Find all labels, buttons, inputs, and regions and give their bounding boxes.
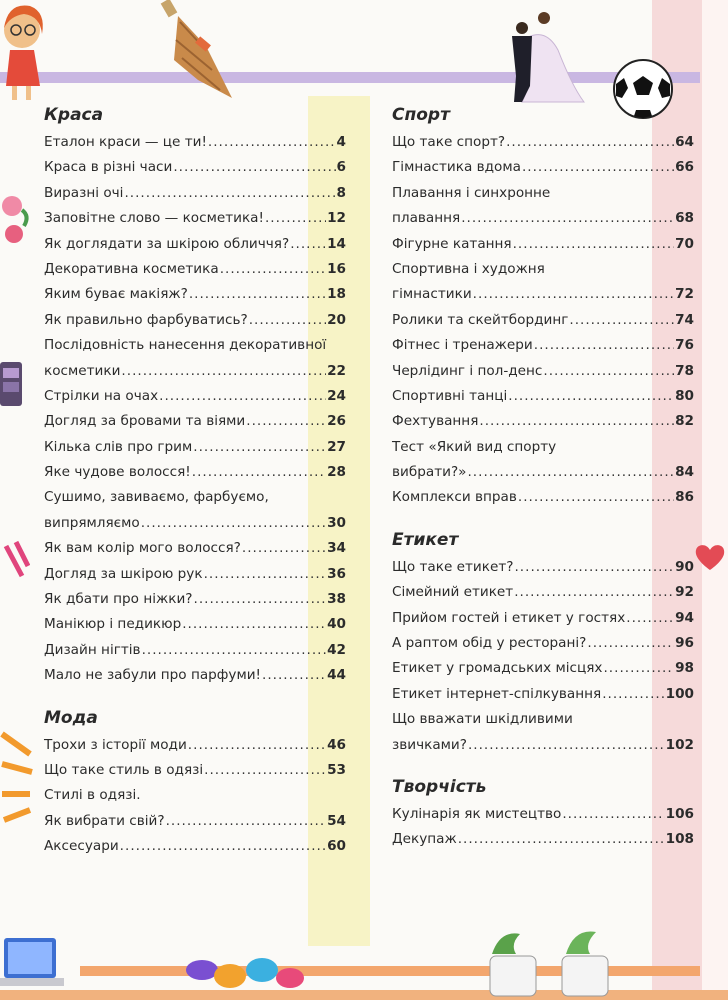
toc-entry[interactable] (392, 308, 694, 333)
entry-title: плавання (392, 210, 461, 227)
entry-title: Гімнастика вдома (392, 159, 521, 176)
toc-entry-line[interactable]: Стилі в одязі. (44, 787, 141, 804)
dot-leader (468, 733, 665, 758)
page-number: 27 (327, 438, 346, 455)
page-number: 44 (327, 667, 346, 684)
toc-entry[interactable] (392, 802, 694, 827)
toc-entry[interactable] (44, 758, 346, 783)
toc-entry[interactable] (44, 384, 346, 409)
entry-title: Як доглядати за шкірою обличчя? (44, 235, 290, 252)
toc-entry[interactable] (44, 257, 346, 282)
entry-title: Фітнес і тренажери (392, 337, 533, 354)
dot-leader (246, 409, 326, 434)
page-number: 30 (327, 514, 346, 531)
hearts-illustration (690, 540, 728, 600)
entry-title: Як вибрати свій? (44, 812, 165, 829)
section-gap (44, 689, 346, 703)
page-number: 46 (327, 736, 346, 753)
entry-title: Фехтування (392, 413, 479, 430)
dot-leader (192, 460, 326, 485)
toc-entry[interactable] (392, 206, 694, 231)
dot-leader (467, 460, 674, 485)
toc-entry[interactable] (44, 409, 346, 434)
balloon-animals-illustration (180, 940, 310, 1000)
dot-leader (188, 733, 326, 758)
toc-entry[interactable] (392, 409, 694, 434)
toc-entry[interactable] (392, 155, 694, 180)
entry-title: Як правильно фарбуватись? (44, 311, 248, 328)
page-number: 100 (665, 685, 694, 702)
page-number: 38 (327, 591, 346, 608)
entry-title: косметики (44, 362, 121, 379)
entry-title: Комплекси вправ (392, 489, 517, 506)
palette-illustration (0, 360, 24, 410)
dot-leader (124, 181, 335, 206)
entry-title: звичками? (392, 736, 467, 753)
toc-entry[interactable] (392, 384, 694, 409)
page-number: 60 (327, 838, 346, 855)
entry-title: Кілька слів про грим (44, 438, 193, 455)
page-number: 70 (675, 235, 694, 252)
dot-leader (543, 359, 674, 384)
page-number: 68 (675, 210, 694, 227)
toc-entry[interactable] (44, 809, 346, 834)
page-number: 102 (665, 736, 694, 753)
entry-title: Трохи з історії моди (44, 736, 187, 753)
toc-entry-line[interactable]: Плавання і синхронне (392, 184, 551, 201)
cat-flowerpots-illustration (470, 924, 620, 1000)
toc-entry[interactable] (44, 511, 346, 536)
toc-entry[interactable] (44, 308, 346, 333)
toc-entry[interactable] (44, 733, 346, 758)
toc-entry[interactable] (44, 663, 346, 688)
entry-title: Мало не забули про парфуми! (44, 667, 261, 684)
page-edge (702, 0, 728, 1000)
page-number: 6 (336, 159, 346, 176)
dot-leader (193, 435, 326, 460)
entry-title: Дизайн нігтів (44, 641, 141, 658)
toc-entry[interactable] (392, 555, 694, 580)
page-number: 64 (675, 134, 694, 150)
laptop-illustration (0, 930, 70, 990)
entry-title: Яке чудове волосся! (44, 464, 191, 481)
toc-entry[interactable] (44, 435, 346, 460)
dot-leader (479, 409, 674, 434)
page-number: 90 (675, 558, 694, 575)
page-number: 84 (675, 464, 694, 481)
dot-leader (461, 206, 674, 231)
dot-leader (602, 682, 664, 707)
page-number: 14 (327, 235, 346, 252)
toc-entry-line[interactable]: Спортивна і художня (392, 260, 545, 277)
entry-title: Фігурне катання (392, 235, 512, 252)
lilac-band (0, 72, 700, 83)
toc-entry[interactable] (392, 333, 694, 358)
page-number: 108 (665, 831, 694, 848)
entry-title: Стрілки на очах (44, 387, 159, 404)
dot-leader (473, 282, 674, 307)
toc-entry[interactable] (44, 638, 346, 663)
dot-leader (182, 612, 326, 637)
toc-entry[interactable] (392, 733, 694, 758)
page-number: 42 (327, 641, 346, 658)
dot-leader (290, 232, 326, 257)
toc-entry[interactable] (44, 460, 346, 485)
dot-leader (242, 536, 326, 561)
dot-leader (603, 656, 674, 681)
toc-entry[interactable] (44, 282, 346, 307)
dot-leader (204, 758, 326, 783)
section-title: Етикет (392, 529, 459, 550)
section-title: Краса (44, 105, 104, 125)
dot-leader (518, 485, 674, 510)
dot-leader (189, 282, 326, 307)
page-number: 34 (327, 540, 346, 557)
dot-leader (249, 308, 326, 333)
entry-title: Догляд за шкірою рук (44, 565, 203, 582)
entry-title: Сімейний етикет (392, 584, 514, 601)
entry-title: Що таке спорт? (392, 134, 506, 150)
entry-title: Ролики та скейтбординг (392, 311, 569, 328)
dot-leader (534, 333, 674, 358)
ballroom-dancers-illustration (492, 6, 592, 106)
entry-title: гімнастики (392, 286, 472, 303)
page-number: 4 (336, 134, 346, 150)
page-number: 53 (327, 761, 346, 778)
dot-leader (265, 206, 326, 231)
section-title: Спорт (392, 105, 450, 125)
broom-illustration (160, 0, 240, 104)
section-title: Мода (44, 707, 98, 728)
toc-entry[interactable] (392, 580, 694, 605)
page-number: 66 (675, 159, 694, 176)
dot-leader (626, 606, 674, 631)
toc-entry[interactable] (392, 359, 694, 384)
dot-leader (569, 308, 674, 333)
flowers-illustration (0, 186, 34, 266)
entry-title: Догляд за бровами та віями (44, 413, 246, 430)
section-title: Творчість (392, 776, 487, 797)
toc-entry[interactable] (392, 485, 694, 510)
page-number: 40 (327, 616, 346, 633)
toc-entry[interactable] (392, 130, 694, 155)
entry-title: Як дбати про ніжки? (44, 591, 193, 608)
dot-leader (194, 587, 327, 612)
toc-entry[interactable] (392, 631, 694, 656)
toc-entry[interactable] (44, 206, 346, 231)
toc-entry[interactable] (44, 536, 346, 561)
entry-title: Кулінарія як мистецтво (392, 805, 562, 822)
toc-entry[interactable] (392, 682, 694, 707)
entry-title: Еталон краси — це ти! (44, 134, 207, 150)
toc-entry[interactable] (392, 460, 694, 485)
toc-entry[interactable] (392, 656, 694, 681)
entry-title: Як вам колір мого волосся? (44, 540, 241, 557)
entry-title: Черлідинг і пол-денс (392, 362, 543, 379)
entry-title: Спортивні танці (392, 387, 508, 404)
toc-entry-line[interactable]: Що вважати шкідливими (392, 711, 573, 728)
entry-title: Етикет інтернет-спілкування (392, 685, 602, 702)
entry-title: Аксесуари (44, 838, 119, 855)
toc-right-column (392, 100, 694, 853)
toc-entry[interactable] (44, 834, 346, 859)
page-number: 16 (327, 260, 346, 277)
toc-entry[interactable] (392, 827, 694, 852)
toc-entry-line[interactable]: Сушимо, завиваємо, фарбуємо, (44, 489, 269, 506)
dot-leader (562, 802, 664, 827)
page-number: 92 (675, 584, 694, 601)
page-number: 26 (327, 413, 346, 430)
dot-leader (142, 638, 327, 663)
toc-left-column (44, 100, 346, 860)
dot-leader (220, 257, 326, 282)
dot-leader (173, 155, 335, 180)
page-number: 76 (675, 337, 694, 354)
dot-leader (262, 663, 326, 688)
dot-leader (204, 562, 327, 587)
toc-entry[interactable] (44, 155, 346, 180)
section-gap (392, 758, 694, 772)
page-number: 8 (336, 184, 346, 201)
page-number: 80 (675, 387, 694, 404)
entry-title: випрямляємо (44, 514, 140, 531)
dot-leader (508, 384, 674, 409)
toc-entry[interactable] (392, 606, 694, 631)
dot-leader (166, 809, 327, 834)
toc-entry[interactable] (44, 612, 346, 637)
entry-title: Етикет у громадських місцях (392, 660, 603, 677)
toc-entry[interactable] (44, 587, 346, 612)
dot-leader (208, 130, 336, 155)
page-number: 96 (675, 635, 694, 652)
dot-leader (513, 232, 674, 257)
page-number: 74 (675, 311, 694, 328)
toc-entry-line[interactable]: Послідовність нанесення декоративної (44, 337, 327, 354)
hearts-illustration (0, 536, 30, 596)
entry-title: вибрати?» (392, 464, 467, 481)
entry-title: А раптом обід у ресторані? (392, 635, 587, 652)
toc-entry[interactable] (392, 282, 694, 307)
entry-title: Яким буває макіяж? (44, 286, 188, 303)
toc-entry[interactable] (44, 130, 346, 155)
dot-leader (506, 130, 674, 155)
toc-entry[interactable] (44, 359, 346, 384)
page-number: 54 (327, 812, 346, 829)
sun-rays-illustration (0, 724, 36, 834)
dot-leader (159, 384, 326, 409)
page-number: 28 (327, 464, 346, 481)
entry-title: Краса в різні часи (44, 159, 173, 176)
page-number: 82 (675, 413, 694, 430)
dot-leader (587, 631, 674, 656)
dot-leader (120, 834, 326, 859)
page-number: 22 (327, 362, 346, 379)
toc-entry-line[interactable]: Тест «Який вид спорту (392, 438, 557, 455)
dot-leader (514, 555, 674, 580)
page-number: 94 (675, 609, 694, 626)
section-gap (392, 511, 694, 525)
dot-leader (141, 511, 326, 536)
entry-title: Заповітне слово — косметика! (44, 210, 264, 227)
toc-entry[interactable] (44, 181, 346, 206)
entry-title: Що таке етикет? (392, 558, 514, 575)
entry-title: Манікюр і педикюр (44, 616, 182, 633)
page-number: 36 (327, 565, 346, 582)
page-number: 72 (675, 286, 694, 303)
girl-illustration (0, 0, 50, 104)
toc-entry[interactable] (44, 562, 346, 587)
entry-title: Виразні очі (44, 184, 124, 201)
toc-entry[interactable] (44, 232, 346, 257)
entry-title: Декоративна косметика (44, 260, 219, 277)
page-number: 20 (327, 311, 346, 328)
page-number: 78 (675, 362, 694, 379)
page-number: 18 (327, 286, 346, 303)
page-number: 106 (665, 805, 694, 822)
entry-title: Прийом гостей і етикет у гостях (392, 609, 626, 626)
page-number: 12 (327, 210, 346, 227)
dot-leader (121, 359, 326, 384)
page-number: 24 (327, 387, 346, 404)
dot-leader (522, 155, 674, 180)
entry-title: Що таке стиль в одязі (44, 761, 204, 778)
dot-leader (458, 827, 665, 852)
page-number: 98 (675, 660, 694, 677)
dot-leader (514, 580, 674, 605)
entry-title: Декупаж (392, 831, 457, 848)
page-number: 86 (675, 489, 694, 506)
toc-entry[interactable] (392, 232, 694, 257)
